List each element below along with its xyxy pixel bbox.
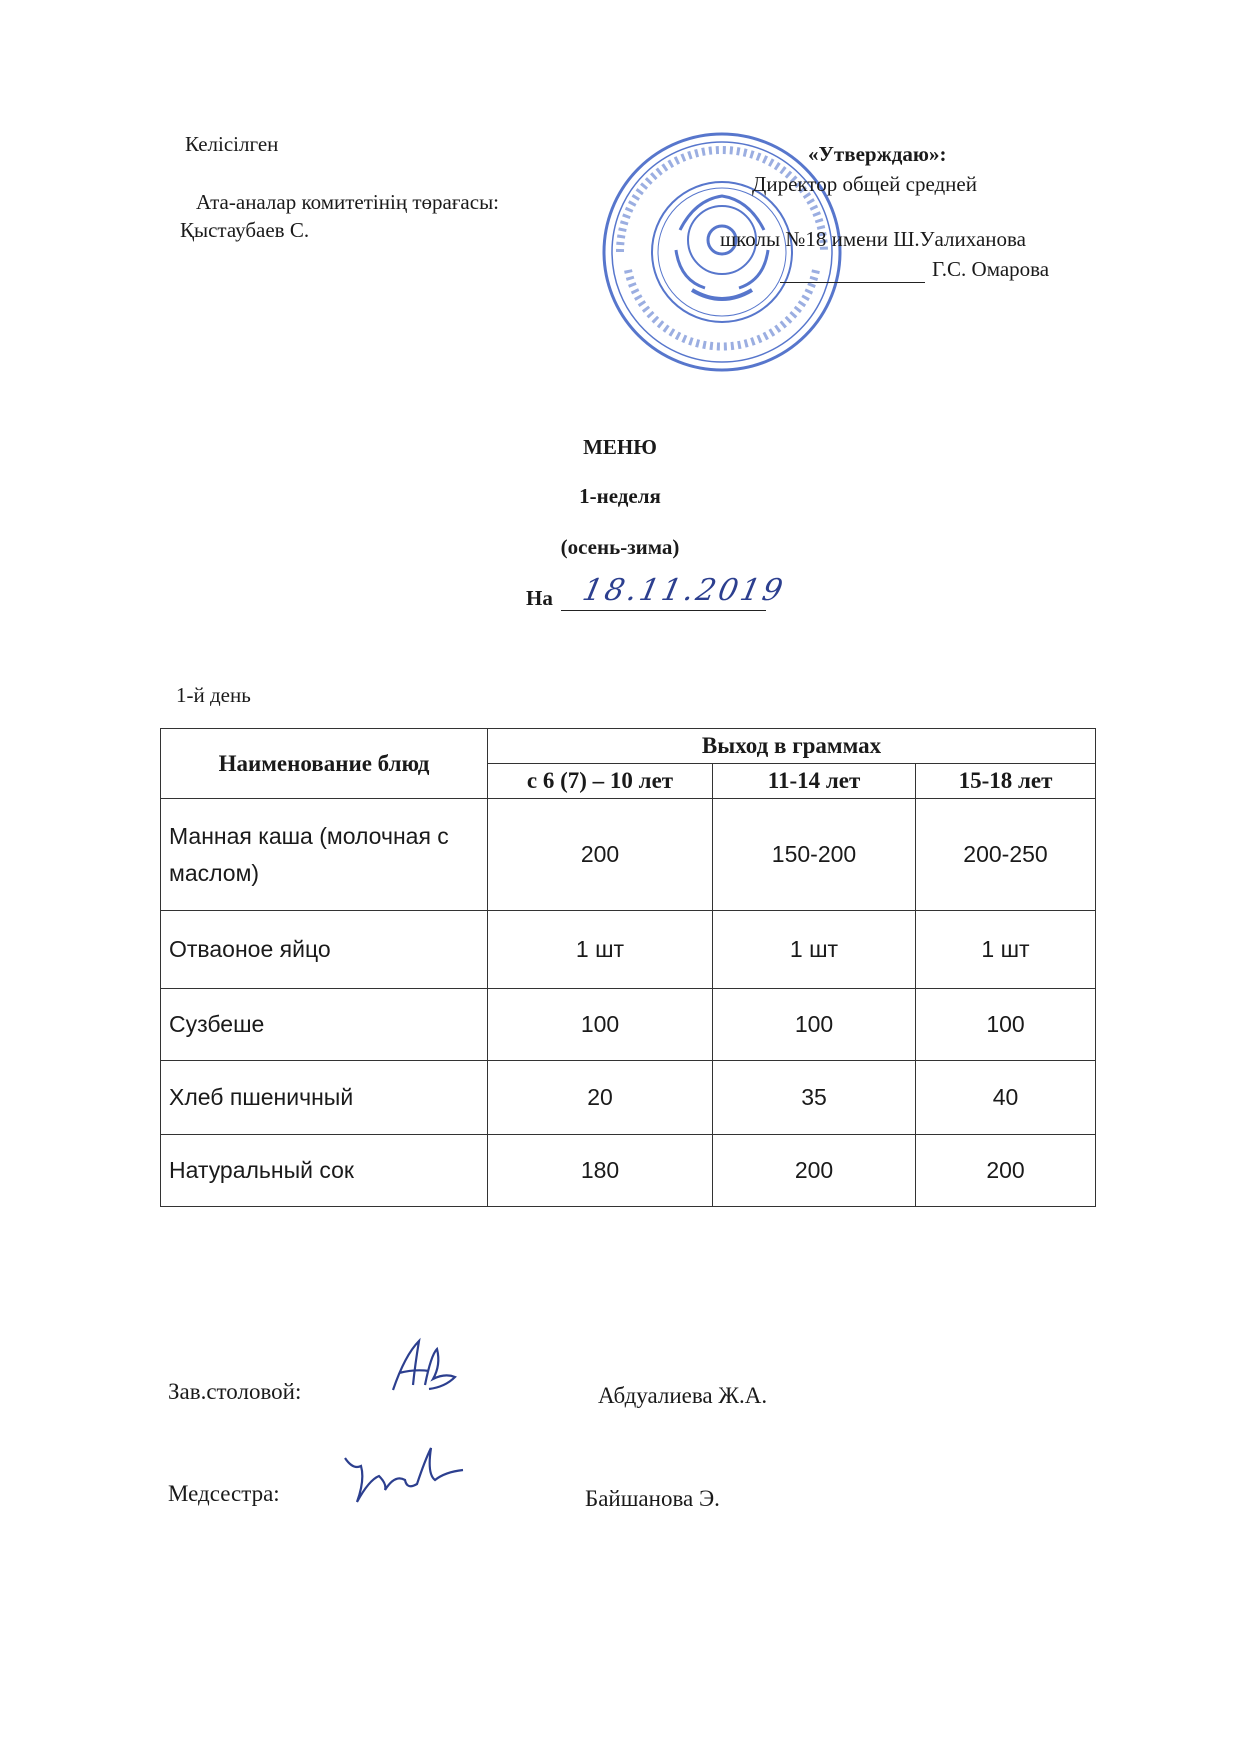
- committee-title: Ата-аналар комитетінің төрағасы:: [196, 190, 500, 214]
- table-header-row: [161, 729, 1096, 764]
- agreed-label: Келісілген: [185, 132, 279, 156]
- nurse-name: Байшанова Э.: [585, 1486, 720, 1511]
- day-label: 1-й день: [176, 683, 251, 707]
- age-group-header: с 6 (7) – 10 лет: [488, 764, 713, 799]
- canteen-head-name: Абдуалиева Ж.А.: [598, 1383, 768, 1408]
- col-output-header: Выход в граммах: [488, 729, 1096, 764]
- dish-name: Отваоное яйцо: [161, 911, 488, 989]
- portion-value: 100: [488, 989, 713, 1061]
- date-prefix: На: [526, 586, 553, 610]
- portion-value: 200: [916, 1135, 1096, 1207]
- dish-name: Манная каша (молочная с маслом): [161, 799, 488, 911]
- canteen-head-label: Зав.столовой:: [168, 1379, 302, 1404]
- dish-name: Хлеб пшеничный: [161, 1061, 488, 1135]
- portion-value: 200: [488, 799, 713, 911]
- table-row: [161, 799, 1096, 911]
- date-line: [561, 573, 789, 611]
- portion-value: 200: [713, 1135, 916, 1207]
- portion-value: 180: [488, 1135, 713, 1207]
- director-name: Г.С. Омарова: [932, 257, 1050, 281]
- portion-value: 1 шт: [713, 911, 916, 989]
- menu-table: [160, 728, 1096, 1207]
- director-title-line2: школы №18 имени Ш.Уалиханова: [720, 227, 1026, 251]
- approve-label: «Утверждаю»:: [808, 142, 947, 166]
- table-row: [161, 1061, 1096, 1135]
- age-group-header: 15-18 лет: [916, 764, 1096, 799]
- portion-value: 35: [713, 1061, 916, 1135]
- director-signature-line: [780, 282, 925, 283]
- nurse-signature: [335, 1440, 475, 1520]
- table-row: [161, 1135, 1096, 1207]
- date-row: [526, 573, 789, 611]
- canteen-head-signature: [385, 1335, 465, 1405]
- week-title: 1-неделя: [579, 484, 661, 508]
- dish-name: Натуральный сок: [161, 1135, 488, 1207]
- handwritten-date: 18.11.2019: [579, 573, 789, 609]
- portion-value: 40: [916, 1061, 1096, 1135]
- portion-value: 200-250: [916, 799, 1096, 911]
- director-title-line1: Директор общей средней: [752, 172, 977, 196]
- portion-value: 1 шт: [916, 911, 1096, 989]
- portion-value: 1 шт: [488, 911, 713, 989]
- committee-name: Қыстаубаев С.: [180, 218, 310, 242]
- season-title: (осень-зима): [560, 535, 680, 559]
- table-row: [161, 911, 1096, 989]
- dish-name: Сузбеше: [161, 989, 488, 1061]
- portion-value: 100: [713, 989, 916, 1061]
- nurse-label: Медсестра:: [168, 1481, 280, 1506]
- col-dish-header: Наименование блюд: [161, 729, 488, 799]
- portion-value: 150-200: [713, 799, 916, 911]
- portion-value: 20: [488, 1061, 713, 1135]
- table-row: [161, 989, 1096, 1061]
- portion-value: 100: [916, 989, 1096, 1061]
- menu-title: МЕНЮ: [583, 435, 657, 459]
- age-group-header: 11-14 лет: [713, 764, 916, 799]
